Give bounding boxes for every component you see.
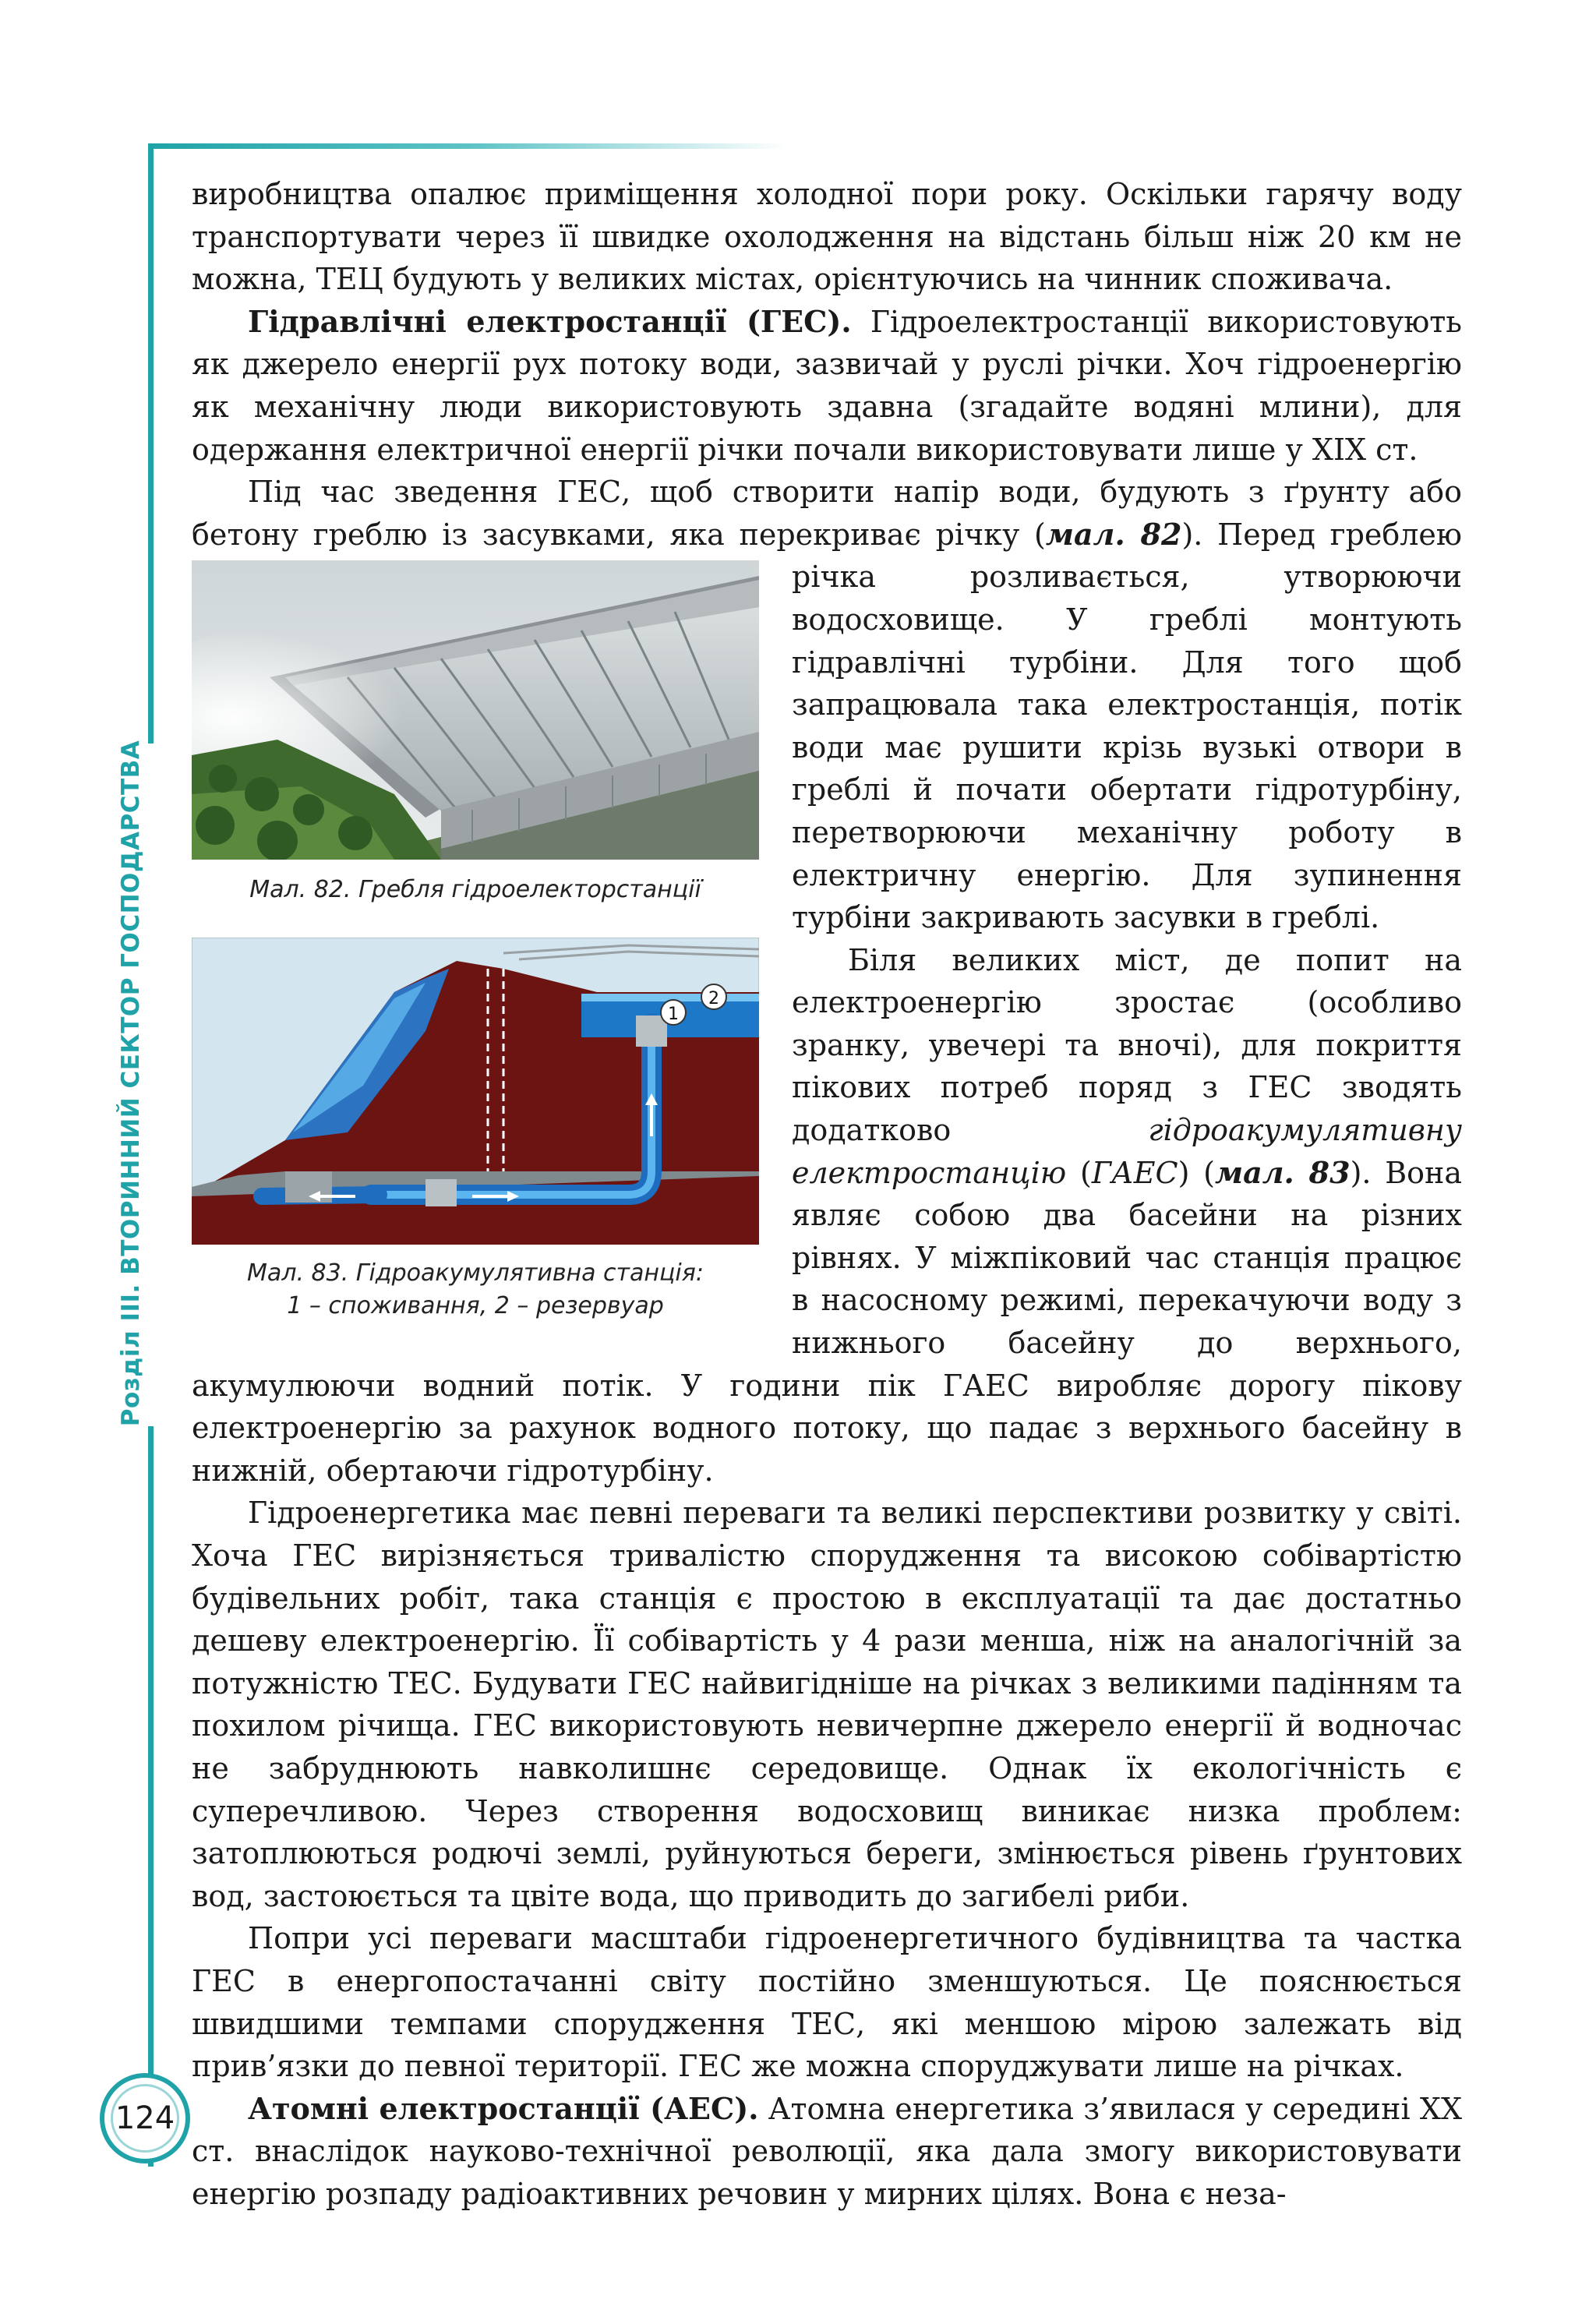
paragraph-advantages: Гідроенергетика має певні переваги та великі перспективи розвитку у світі. Хоча ГЕС вирізняється тривалістю спорудження та високою собівартістю будівельних робіт, така станція є простою в експлуатації та дає достатньо дешеву електроенергію. Її собівартість у 4 рази менша, ніж на аналогічній за потужністю ТЕС. Будувати ГЕС найвигідніше на річках з великими падінням та похилом річища. ГЕС використовують невичерпне джерело енергії й водночас не забруднюють навколишнє середовище. Однак їх екологічність є суперечливою. Через створення водосховищ виникає низка проблем: затоплюються родючі землі, руйнуються береги, змінюється рівень ґрунтових вод, застоюється та цвіте вода, що приводить до загибелі риби. (192, 1496, 1462, 1913)
marker-2: 2 (708, 989, 719, 1009)
term-pumped-storage: гідроакумулятивну електростанцію (792, 1113, 1462, 1190)
page-number: 124 (115, 2100, 175, 2136)
term-abbr: ГАЕС (1091, 1155, 1178, 1190)
marker-1: 1 (668, 1005, 679, 1025)
section-heading-hydro: Гідравлічні електростанції (ГЕС). (248, 303, 852, 339)
pumped-storage-diagram (192, 938, 759, 1245)
paragraph-pumped-storage: Біля великих міст, де попит на електроенергію зростає (особливо зранку, увечері та вночі), для покриття пікових потреб поряд з ГЕС зводять додатково гідроакумулятивну електростанцію (ГАЕС) (мал. 83). Вона являє собою два басейни на різних рівнях. У міжпіковий час станція працює в насосному режимі, перекачуючи воду з нижнього басейну до верхнього, акумулюючи водний потік. У години пік ГАЕС виробляє дорогу пікову електроенергію за рахунок водного потоку, що падає з верхнього басейну в нижній, обертаючи гідротурбіну. (192, 942, 1462, 1488)
figure-ref-82: мал. 82 (1045, 516, 1182, 552)
paragraph-nuclear: Атомні електростанції (АЕС). Атомна енергетика з’явилася у середині XX ст. внаслідок науково-технічної революції, яка дала змогу використовувати енергію розпаду радіоактивних речовин у мирних цілях. Вона є неза- (192, 2090, 1462, 2211)
figure-82-caption: Мал. 82. Гребля гідроелекторстанції (249, 876, 701, 904)
top-rule (148, 143, 787, 149)
paragraph-hydro-intro: Гідравлічні електростанції (ГЕС). Гідроелектростанції використовують як джерело енергії рух потоку води, зазвичай у руслі річки. Хоч гідроенергію як механічну люди використовують здавна (згадайте водяні млини), для одержання електричної енергії річки почали використовувати лише у XIX ст. (192, 303, 1462, 467)
chapter-label-text: Розділ III. ВТОРИННИЙ СЕКТОР ГОСПОДАРСТВА (117, 740, 145, 1427)
paragraph-dam: Під час зведення ГЕС, щоб створити напір води, будують з ґрунту або бетону греблю із засувками, яка перекриває річку (мал. 82 Мал. 82. Гребля гідроелекторстанції 1 2 Мал. 83. Гідроакумулятивна станція: 1 – споживання, 2 – резервуар ). Перед греблею річка розливається, утворюючи водосховище. У греблі монтують гідравлічні турбіни. Для того щоб запрацювала така електростанція, потік води має рушити крізь вузькі отвори в греблі й почати обертати гідротурбіну, перетворюючи механічну роботу в електричну енергію. Для зупинення турбіни закривають засувки в греблі. (192, 471, 1462, 939)
figure-82 (192, 560, 759, 906)
dam-photo (192, 560, 759, 860)
side-rule-upper (148, 143, 154, 744)
figure-ref-83: мал. 83 (1214, 1154, 1351, 1190)
side-rule-lower (148, 1426, 154, 2167)
paragraph-1: виробництва опалює приміщення холодної пори року. Оскільки гарячу воду транспортувати через її швидке охолодження на відстань більш ніж 20 км не можна, ТЕЦ будують у великих містах, орієнтуючись на чинник споживача. (192, 177, 1462, 297)
figure-83-caption: Мал. 83. Гідроакумулятивна станція: 1 – споживання, 2 – резервуар (247, 1259, 704, 1320)
paragraph-decline: Попри усі переваги масштаби гідроенергетичного будівництва та частка ГЕС в енергопостачанні світу постійно зменшуються. Це пояснюється швидшими темпами спорудження ТЕС, які меншою мірою залежать від прив’язки до певної території. ГЕС же можна споруджувати лише на річках. (192, 1921, 1462, 2084)
figure-83 (192, 938, 759, 1323)
page-number-badge (100, 2073, 190, 2163)
page-body (192, 173, 1462, 2216)
section-heading-nuclear: Атомні електростанції (АЕС). (248, 2090, 759, 2126)
figure-column (192, 560, 768, 1323)
